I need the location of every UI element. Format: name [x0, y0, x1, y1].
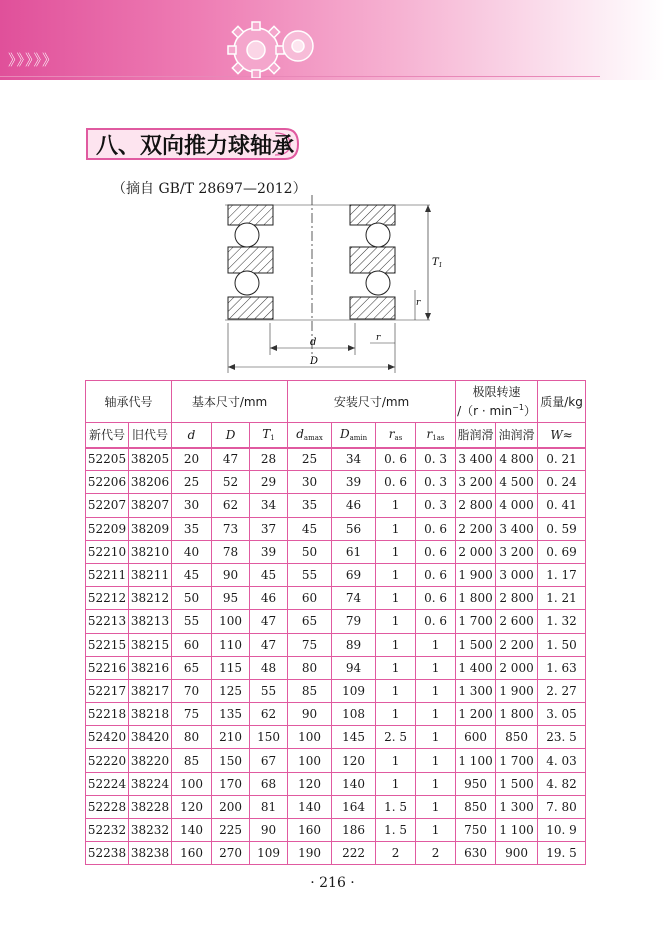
table-cell: 55 — [250, 679, 288, 702]
table-cell: 38420 — [129, 726, 172, 749]
table-cell: 1 — [376, 656, 416, 679]
table-cell: 39 — [250, 540, 288, 563]
table-cell: 2. 27 — [538, 679, 586, 702]
table-cell: 1 — [376, 610, 416, 633]
table-cell: 90 — [288, 703, 332, 726]
dim-label-D: D — [310, 356, 319, 367]
table-cell: 52205 — [86, 448, 129, 471]
table-cell: 4 800 — [496, 448, 538, 471]
table-cell: 120 — [288, 772, 332, 795]
table-cell: 1 — [376, 703, 416, 726]
table-cell: 2 — [376, 842, 416, 865]
table-cell: 600 — [456, 726, 496, 749]
table-cell: 45 — [288, 517, 332, 540]
table-cell: 52209 — [86, 517, 129, 540]
table-cell: 73 — [212, 517, 250, 540]
table-cell: 25 — [288, 448, 332, 471]
table-cell: 1 — [376, 772, 416, 795]
table-cell: 1 100 — [456, 749, 496, 772]
header-D: D — [212, 423, 250, 448]
table-cell: 34 — [250, 494, 288, 517]
table-row — [86, 749, 586, 772]
table-cell: 1. 32 — [538, 610, 586, 633]
table-cell: 29 — [250, 471, 288, 494]
table-cell: 45 — [250, 563, 288, 586]
header-mass: 质量/kg — [538, 381, 586, 423]
table-cell: 1 — [376, 563, 416, 586]
table-cell: 45 — [172, 563, 212, 586]
table-cell: 3 200 — [496, 540, 538, 563]
table-cell: 35 — [288, 494, 332, 517]
table-cell: 1 300 — [456, 679, 496, 702]
header-Da-min: $D_{amin}$ — [332, 423, 376, 448]
gear-icon — [218, 18, 328, 78]
table-cell: 2. 5 — [376, 726, 416, 749]
dim-label-T1: $T_1$ — [432, 257, 443, 269]
table-cell: 3. 05 — [538, 703, 586, 726]
table-cell: 950 — [456, 772, 496, 795]
header-d: d — [172, 423, 212, 448]
table-cell: 94 — [332, 656, 376, 679]
table-cell: 38228 — [129, 795, 172, 818]
table-cell: 186 — [332, 819, 376, 842]
table-cell: 1 800 — [496, 703, 538, 726]
page-number: · 216 · — [310, 875, 355, 891]
table-cell: 62 — [212, 494, 250, 517]
table-cell: 28 — [250, 448, 288, 471]
table-cell: 0. 6 — [416, 587, 456, 610]
table-row — [86, 633, 586, 656]
table-cell: 120 — [332, 749, 376, 772]
table-cell: 1 500 — [456, 633, 496, 656]
table-cell: 0. 69 — [538, 540, 586, 563]
table-cell: 79 — [332, 610, 376, 633]
header-da-max: $d_{amax}$ — [288, 423, 332, 448]
table-cell: 48 — [250, 656, 288, 679]
table-cell: 65 — [288, 610, 332, 633]
table-cell: 1. 63 — [538, 656, 586, 679]
table-cell: 38210 — [129, 540, 172, 563]
table-cell: 2 000 — [456, 540, 496, 563]
table-cell: 2 000 — [496, 656, 538, 679]
table-cell: 750 — [456, 819, 496, 842]
header-T1: $T_1$ — [250, 423, 288, 448]
table-cell: 125 — [212, 679, 250, 702]
table-cell: 55 — [288, 563, 332, 586]
table-cell: 69 — [332, 563, 376, 586]
table-row — [86, 587, 586, 610]
table-cell: 0. 41 — [538, 494, 586, 517]
table-cell: 109 — [332, 679, 376, 702]
table-cell: 52217 — [86, 679, 129, 702]
table-row — [86, 448, 586, 471]
table-cell: 0. 3 — [416, 471, 456, 494]
table-cell: 1 — [416, 726, 456, 749]
header-speed-limit: 极限转速 $/(r \cdot \min^{-1})$ — [456, 381, 538, 423]
table-cell: 1. 50 — [538, 633, 586, 656]
table-cell: 38232 — [129, 819, 172, 842]
bearing-spec-table — [85, 380, 586, 865]
table-cell: 74 — [332, 587, 376, 610]
table-cell: 0. 24 — [538, 471, 586, 494]
table-cell: 1 — [376, 517, 416, 540]
table-cell: 38238 — [129, 842, 172, 865]
header-oil: 油润滑 — [496, 423, 538, 448]
table-cell: 38212 — [129, 587, 172, 610]
table-cell: 2 200 — [456, 517, 496, 540]
table-cell: 55 — [172, 610, 212, 633]
table-cell: 30 — [172, 494, 212, 517]
table-row — [86, 842, 586, 865]
table-cell: 222 — [332, 842, 376, 865]
table-cell: 30 — [288, 471, 332, 494]
table-cell: 85 — [288, 679, 332, 702]
table-cell: 109 — [250, 842, 288, 865]
table-cell: 38206 — [129, 471, 172, 494]
table-cell: 270 — [212, 842, 250, 865]
table-cell: 38216 — [129, 656, 172, 679]
table-row — [86, 795, 586, 818]
table-cell: 50 — [288, 540, 332, 563]
table-cell: 52212 — [86, 587, 129, 610]
table-cell: 52218 — [86, 703, 129, 726]
table-cell: 120 — [172, 795, 212, 818]
table-cell: 38209 — [129, 517, 172, 540]
table-row — [86, 471, 586, 494]
table-cell: 1 — [416, 772, 456, 795]
table-cell: 100 — [212, 610, 250, 633]
table-cell: 100 — [288, 726, 332, 749]
header-ras: $r_{as}$ — [376, 423, 416, 448]
table-cell: 0. 6 — [416, 517, 456, 540]
dim-label-d: d — [310, 337, 317, 348]
table-cell: 108 — [332, 703, 376, 726]
table-cell: 1. 17 — [538, 563, 586, 586]
table-cell: 52420 — [86, 726, 129, 749]
table-cell: 850 — [456, 795, 496, 818]
table-cell: 2 600 — [496, 610, 538, 633]
table-cell: 200 — [212, 795, 250, 818]
table-cell: 23. 5 — [538, 726, 586, 749]
table-cell: 38211 — [129, 563, 172, 586]
table-cell: 70 — [172, 679, 212, 702]
chevrons-decoration: 》》》》》 — [8, 51, 59, 69]
table-cell: 1 500 — [496, 772, 538, 795]
table-row — [86, 494, 586, 517]
table-cell: 0. 6 — [376, 471, 416, 494]
table-cell: 38218 — [129, 703, 172, 726]
table-cell: 46 — [332, 494, 376, 517]
table-cell: 160 — [172, 842, 212, 865]
table-cell: 1 900 — [456, 563, 496, 586]
table-cell: 110 — [212, 633, 250, 656]
table-cell: 3 400 — [456, 448, 496, 471]
table-cell: 1. 5 — [376, 819, 416, 842]
table-cell: 2 800 — [456, 494, 496, 517]
table-cell: 52210 — [86, 540, 129, 563]
table-cell: 1 — [376, 540, 416, 563]
table-cell: 1 — [416, 795, 456, 818]
table-cell: 1 — [416, 633, 456, 656]
table-cell: 38217 — [129, 679, 172, 702]
table-cell: 1. 21 — [538, 587, 586, 610]
table-cell: 68 — [250, 772, 288, 795]
table-cell: 0. 6 — [376, 448, 416, 471]
table-cell: 0. 3 — [416, 494, 456, 517]
header-install-dims: 安装尺寸/mm — [288, 381, 456, 423]
table-cell: 60 — [288, 587, 332, 610]
table-cell: 47 — [250, 633, 288, 656]
table-cell: 40 — [172, 540, 212, 563]
table-cell: 65 — [172, 656, 212, 679]
table-cell: 1 — [376, 587, 416, 610]
table-cell: 140 — [288, 795, 332, 818]
table-cell: 190 — [288, 842, 332, 865]
table-body — [86, 448, 586, 865]
table-cell: 225 — [212, 819, 250, 842]
dim-label-r: r — [416, 298, 421, 308]
table-cell: 140 — [172, 819, 212, 842]
table-cell: 52213 — [86, 610, 129, 633]
table-cell: 1 — [376, 749, 416, 772]
table-cell: 164 — [332, 795, 376, 818]
header-basic-dims: 基本尺寸/mm — [172, 381, 288, 423]
table-cell: 2 — [416, 842, 456, 865]
table-cell: 52216 — [86, 656, 129, 679]
table-cell: 1 — [416, 703, 456, 726]
header-banner — [0, 0, 665, 80]
table-cell: 47 — [250, 610, 288, 633]
table-cell: 1 900 — [496, 679, 538, 702]
table-cell: 630 — [456, 842, 496, 865]
table-cell: 67 — [250, 749, 288, 772]
header-grease: 脂润滑 — [456, 423, 496, 448]
table-cell: 90 — [250, 819, 288, 842]
table-cell: 10. 9 — [538, 819, 586, 842]
table-cell: 100 — [288, 749, 332, 772]
table-cell: 1 — [376, 679, 416, 702]
table-cell: 1 — [416, 749, 456, 772]
table-cell: 61 — [332, 540, 376, 563]
header-bearing-code: 轴承代号 — [86, 381, 172, 423]
table-cell: 1 800 — [456, 587, 496, 610]
header-r1as: $r_{1as}$ — [416, 423, 456, 448]
table-cell: 52206 — [86, 471, 129, 494]
table-cell: 170 — [212, 772, 250, 795]
table-cell: 1 200 — [456, 703, 496, 726]
table-cell: 1 — [416, 656, 456, 679]
table-row — [86, 772, 586, 795]
table-cell: 2 200 — [496, 633, 538, 656]
table-cell: 0. 59 — [538, 517, 586, 540]
dim-label-r-bottom: r — [376, 333, 381, 343]
table-cell: 1 — [416, 679, 456, 702]
header-W: W≈ — [538, 423, 586, 448]
table-cell: 0. 21 — [538, 448, 586, 471]
table-cell: 80 — [288, 656, 332, 679]
table-cell: 95 — [212, 587, 250, 610]
table-cell: 0. 3 — [416, 448, 456, 471]
table-cell: 19. 5 — [538, 842, 586, 865]
table-cell: 81 — [250, 795, 288, 818]
table-cell: 7. 80 — [538, 795, 586, 818]
table-cell: 52207 — [86, 494, 129, 517]
table-cell: 3 000 — [496, 563, 538, 586]
table-cell: 39 — [332, 471, 376, 494]
table-cell: 62 — [250, 703, 288, 726]
table-cell: 52228 — [86, 795, 129, 818]
table-cell: 38215 — [129, 633, 172, 656]
table-cell: 1 400 — [456, 656, 496, 679]
table-cell: 1 — [376, 494, 416, 517]
table-cell: 115 — [212, 656, 250, 679]
table-cell: 4 000 — [496, 494, 538, 517]
table-row — [86, 679, 586, 702]
table-cell: 38213 — [129, 610, 172, 633]
header-old-code: 旧代号 — [129, 423, 172, 448]
table-cell: 46 — [250, 587, 288, 610]
table-row — [86, 656, 586, 679]
table-row — [86, 726, 586, 749]
table-cell: 52215 — [86, 633, 129, 656]
table-cell: 850 — [496, 726, 538, 749]
table-cell: 78 — [212, 540, 250, 563]
table-cell: 52211 — [86, 563, 129, 586]
table-cell: 1 300 — [496, 795, 538, 818]
table-cell: 1 700 — [456, 610, 496, 633]
table-cell: 140 — [332, 772, 376, 795]
table-row — [86, 610, 586, 633]
section-title: 八、双向推力球轴承 — [96, 134, 295, 159]
table-cell: 20 — [172, 448, 212, 471]
table-row — [86, 819, 586, 842]
table-cell: 38207 — [129, 494, 172, 517]
table-cell: 135 — [212, 703, 250, 726]
table-cell: 35 — [172, 517, 212, 540]
table-cell: 4. 03 — [538, 749, 586, 772]
table-cell: 50 — [172, 587, 212, 610]
table-cell: 1. 5 — [376, 795, 416, 818]
table-cell: 34 — [332, 448, 376, 471]
table-row — [86, 517, 586, 540]
table-cell: 150 — [212, 749, 250, 772]
table-cell: 75 — [172, 703, 212, 726]
standard-source: （摘自 GB/T 28697—2012） — [112, 181, 307, 197]
table-cell: 210 — [212, 726, 250, 749]
table-cell: 3 400 — [496, 517, 538, 540]
table-cell: 100 — [172, 772, 212, 795]
table-cell: 52238 — [86, 842, 129, 865]
table-cell: 52 — [212, 471, 250, 494]
table-row — [86, 540, 586, 563]
table-cell: 38224 — [129, 772, 172, 795]
table-cell: 56 — [332, 517, 376, 540]
table-cell: 2 800 — [496, 587, 538, 610]
table-cell: 38205 — [129, 448, 172, 471]
header-new-code: 新代号 — [86, 423, 129, 448]
table-cell: 4. 82 — [538, 772, 586, 795]
table-cell: 1 — [376, 633, 416, 656]
table-cell: 4 500 — [496, 471, 538, 494]
table-row — [86, 563, 586, 586]
table-cell: 3 200 — [456, 471, 496, 494]
table-cell: 75 — [288, 633, 332, 656]
bearing-drawing — [200, 195, 445, 375]
table-cell: 52224 — [86, 772, 129, 795]
table-cell: 1 — [416, 819, 456, 842]
table-cell: 1 100 — [496, 819, 538, 842]
table-cell: 90 — [212, 563, 250, 586]
table-cell: 52220 — [86, 749, 129, 772]
table-row — [86, 703, 586, 726]
table-cell: 80 — [172, 726, 212, 749]
table-cell: 0. 6 — [416, 540, 456, 563]
table-cell: 900 — [496, 842, 538, 865]
table-cell: 25 — [172, 471, 212, 494]
table-cell: 52232 — [86, 819, 129, 842]
table-cell: 150 — [250, 726, 288, 749]
table-cell: 37 — [250, 517, 288, 540]
table-cell: 85 — [172, 749, 212, 772]
table-cell: 38220 — [129, 749, 172, 772]
table-cell: 0. 6 — [416, 563, 456, 586]
table-cell: 1 700 — [496, 749, 538, 772]
table-cell: 47 — [212, 448, 250, 471]
table-cell: 160 — [288, 819, 332, 842]
table-cell: 0. 6 — [416, 610, 456, 633]
table-cell: 60 — [172, 633, 212, 656]
table-cell: 145 — [332, 726, 376, 749]
table-cell: 89 — [332, 633, 376, 656]
